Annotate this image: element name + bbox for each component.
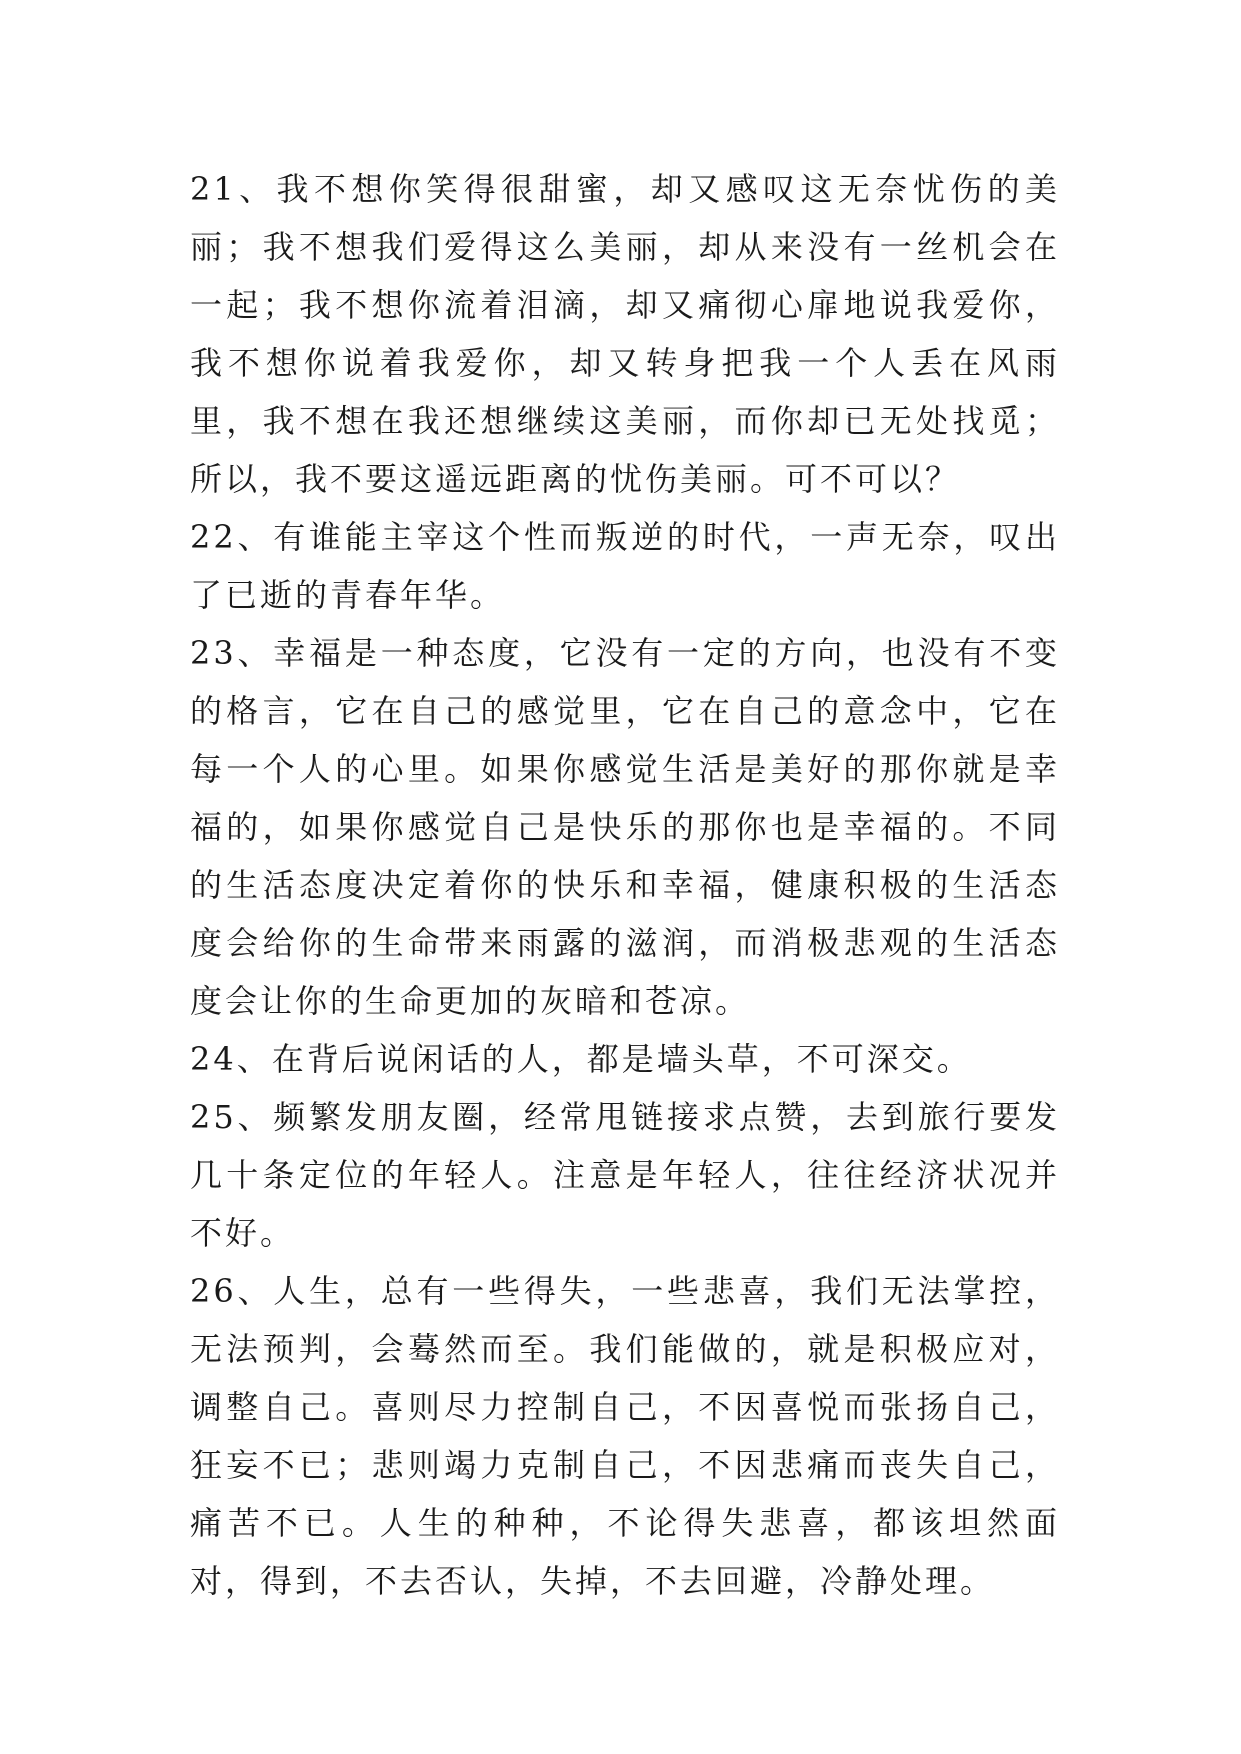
paragraph-21: 21、我不想你笑得很甜蜜，却又感叹这无奈忧伤的美丽；我不想我们爱得这么美丽，却从来没有一丝机会在一起；我不想你流着泪滴，却又痛彻心扉地说我爱你，我不想你说着我爱你，却又转身把我一个人丢在风雨里，我不想在我还想继续这美丽，而你却已无处找觅；所以，我不要这遥远距离的忧伤美丽。可不可以？ — [190, 170, 1060, 498]
paragraph-25: 25、频繁发朋友圈，经常甩链接求点赞，去到旅行要发几十条定位的年轻人。注意是年轻人，往往经济状况并不好。 — [190, 1098, 1060, 1252]
paragraph-24: 24、在背后说闲话的人，都是墙头草，不可深交。 — [190, 1040, 972, 1078]
document-body — [190, 160, 1060, 1610]
paragraph-26: 26、人生，总有一些得失，一些悲喜，我们无法掌控，无法预判，会蓦然而至。我们能做的，就是积极应对，调整自己。喜则尽力控制自己，不因喜悦而张扬自己，狂妄不已；悲则竭力克制自己，不因悲痛而丧失自己，痛苦不已。人生的种种，不论得失悲喜，都该坦然面对，得到，不去否认，失掉，不去回避，冷静处理。 — [190, 1272, 1060, 1600]
paragraph-22: 22、有谁能主宰这个性而叛逆的时代，一声无奈，叹出了已逝的青春年华。 — [190, 518, 1060, 614]
paragraph-23: 23、幸福是一种态度，它没有一定的方向，也没有不变的格言，它在自己的感觉里，它在自己的意念中，它在每一个人的心里。如果你感觉生活是美好的那你就是幸福的，如果你感觉自己是快乐的那你也是幸福的。不同的生活态度决定着你的快乐和幸福，健康积极的生活态度会给你的生命带来雨露的滋润，而消极悲观的生活态度会让你的生命更加的灰暗和苍凉。 — [190, 634, 1060, 1020]
